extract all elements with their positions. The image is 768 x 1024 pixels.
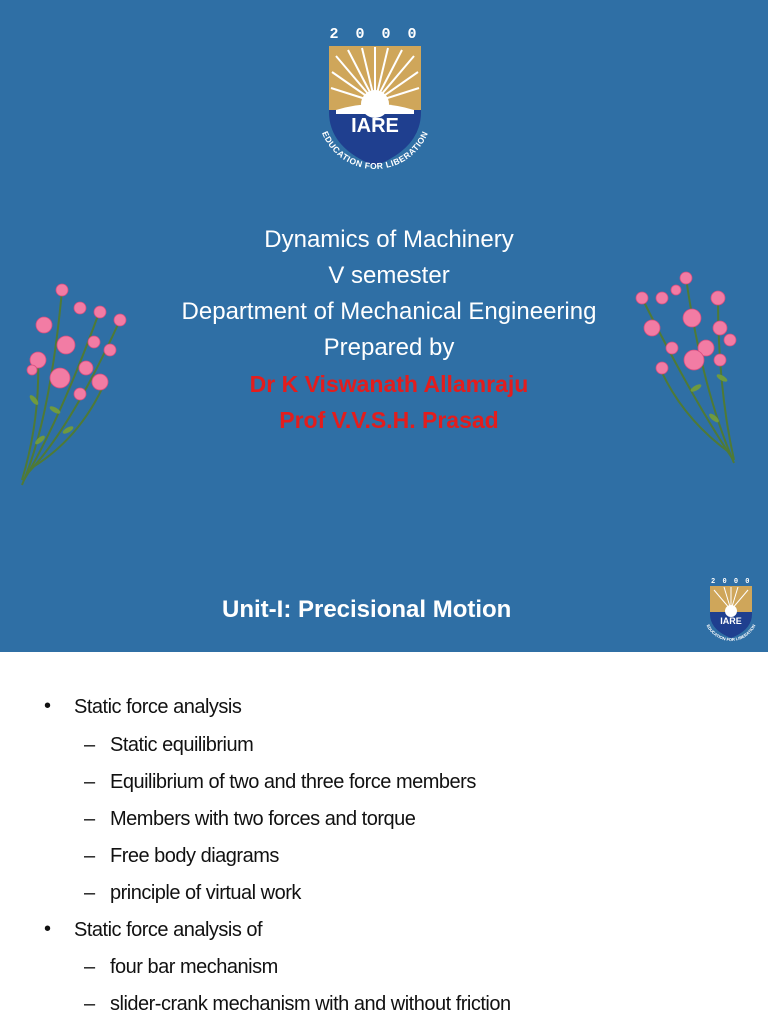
sub-item-text: Free body diagrams (110, 845, 279, 867)
logo-motto: EDUCATION FOR LIBERATION (320, 129, 430, 172)
dash-icon: – (84, 882, 95, 904)
title-block (80, 222, 698, 438)
sub-item-text: Members with two forces and torque (110, 808, 416, 830)
dash-icon: – (84, 734, 95, 756)
sub-item-text: slider-crank mechanism with and without friction (110, 993, 511, 1015)
dash-icon: – (84, 845, 95, 867)
iare-logo-small (694, 574, 768, 648)
logo-acronym: IARE (351, 115, 399, 137)
small-logo-year: 2 0 0 0 (711, 578, 751, 586)
small-logo-acronym: IARE (720, 616, 742, 626)
sub-item-text: four bar mechanism (110, 956, 278, 978)
iare-logo (296, 20, 454, 190)
dash-icon: – (84, 993, 95, 1015)
author-2: Prof V.V.S.H. Prasad (279, 407, 499, 433)
course-title: Dynamics of Machinery (264, 226, 514, 253)
sub-item-text: Equilibrium of two and three force members (110, 771, 476, 793)
bullet-text: Static force analysis of (74, 919, 263, 941)
semester: V semester (328, 262, 450, 289)
bullet-icon: • (44, 695, 51, 717)
sub-item-text: principle of virtual work (110, 882, 301, 904)
dash-icon: – (84, 956, 95, 978)
content-slide (0, 652, 768, 1024)
dash-icon: – (84, 808, 95, 830)
sub-item-text: Static equilibrium (110, 734, 254, 756)
bullet-text: Static force analysis (74, 696, 242, 718)
bullet-icon: • (44, 918, 51, 940)
author-1: Dr K Viswanath Allamraju (249, 371, 529, 397)
small-logo-motto: EDUCATION FOR LIBERATION (705, 623, 757, 643)
department: Department of Mechanical Engineering (181, 298, 597, 325)
dash-icon: – (84, 771, 95, 793)
prepared-by: Prepared by (323, 334, 455, 361)
unit-title: Unit-I: Precisional Motion (222, 596, 512, 623)
logo-year: 2 0 0 0 (329, 26, 421, 43)
